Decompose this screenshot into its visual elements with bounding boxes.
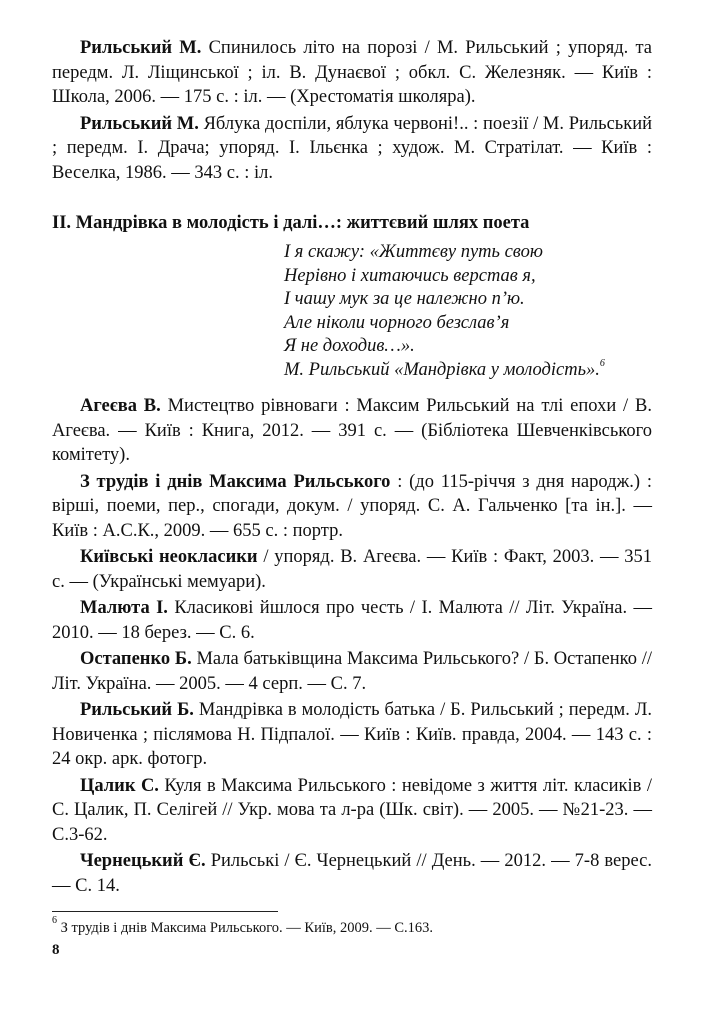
entry-text: Куля в Максима Рильського : невідоме з життя літ. класиків / С. Цалик, П. Селігей // Укр. мова та л-ра (Шк. світ). — 2005. — №21-23. — С.3-62. — [52, 775, 652, 845]
section-heading: ІІ. Мандрівка в молодість і далі…: життєвий шлях поета — [52, 213, 530, 233]
entry-text: Спинилось літо на порозі / М. Рильський ; упоряд. та передм. Л. Ліщинської ; іл. В. Дунаєвої ; обкл. С. Железняк. — Київ : Школа, 2006. — 175 с. : іл. — (Хрестоматія школяра). — [52, 38, 652, 107]
entry-text: Яблука доспіли, яблука червоні!.. : поезії / М. Рильський ; передм. І. Драча; упоряд. І. Ільєнка ; худож. М. Стратілат. — Київ : Веселка, 1986. — 343 с. : іл. — [52, 113, 653, 183]
entry-author: З трудів і днів Максима Рильського — [80, 471, 391, 492]
entry-author: Чернецький Є. — [80, 851, 206, 871]
footnote-divider — [52, 911, 278, 912]
bibliography-entry — [52, 596, 652, 645]
footnote-mark: 6 — [52, 915, 57, 926]
entry-text: Мандрівка в молодість батька / Б. Рильський ; передм. Л. Новиченка ; післямова Н. Підпалої. — Київ : Київ. правда, 2004. — 143 с. : 24 окр. арк. фотогр. — [52, 700, 652, 769]
epigraph-attribution — [284, 359, 652, 383]
entry-text: Мала батьківщина Максима Рильського? / Б. Остапенко // Літ. Україна. — 2005. — 4 серп. — С. 7. — [52, 649, 652, 694]
entry-author: Київські неокласики — [80, 547, 258, 567]
page-number: 8 — [52, 942, 60, 958]
bibliography-entry — [52, 774, 652, 848]
entry-author: Рильський Б. — [80, 700, 194, 720]
bibliography-entry — [52, 470, 652, 544]
epigraph-line: Я не доходив…». — [284, 336, 415, 356]
bibliography-entry — [52, 394, 652, 468]
entry-text: Рильські / Є. Чернецький // День. — 2012. — 7-8 верес. — С. 14. — [52, 851, 652, 896]
entry-author: Агеєва В. — [80, 396, 161, 416]
entry-text: : (до 115-річчя з дня народж.) : вірші, поеми, пер., спогади, докум. / упоряд. С. А. Гальченко [та ін.]. — Київ : А.С.К., 2009. — 655 с. : портр. — [52, 471, 652, 541]
entry-author: Малюта І. — [80, 598, 168, 618]
attribution-text: М. Рильський «Мандрівка у молодість». — [284, 359, 600, 380]
entry-text: Класикові йшлося про честь / І. Малюта // Літ. Україна. — 2010. — 18 берез. — С. 6. — [52, 598, 652, 643]
entry-author: Рильський М. — [80, 38, 202, 58]
footnote — [52, 915, 652, 937]
entry-author: Остапенко Б. — [80, 649, 192, 669]
entry-text: Мистецтво рівноваги : Максим Рильський на тлі епохи / В. Агеєва. — Київ : Книга, 2012. — 391 с. — (Бібліотека Шевченківського комітету). — [52, 396, 652, 465]
bibliography-entry — [52, 545, 652, 594]
epigraph — [284, 241, 652, 382]
epigraph-line: І чашу мук за це належно п’ю. — [284, 289, 525, 309]
epigraph-line: І я скажу: «Життєву путь свою — [284, 242, 543, 262]
bibliography-entry — [52, 112, 652, 186]
epigraph-line: Нерівно і хитаючись верстав я, — [284, 265, 536, 286]
epigraph-line: Але ніколи чорного безслав’я — [284, 312, 510, 333]
footnote-reference: 6 — [599, 357, 605, 369]
footnote-text: З трудів і днів Максима Рильського. — Київ, 2009. — С.163. — [57, 920, 434, 936]
entry-author: Рильський М. — [80, 113, 199, 134]
bibliography-entry — [52, 849, 652, 898]
bibliography-entry — [52, 698, 652, 772]
bibliography-entry — [52, 647, 652, 696]
entry-text: / упоряд. В. Агеєва. — Київ : Факт, 2003. — 351 с. — (Українські мемуари). — [52, 547, 652, 592]
page-content — [52, 36, 652, 900]
entry-author: Цалик С. — [80, 775, 159, 796]
bibliography-entry — [52, 36, 652, 110]
